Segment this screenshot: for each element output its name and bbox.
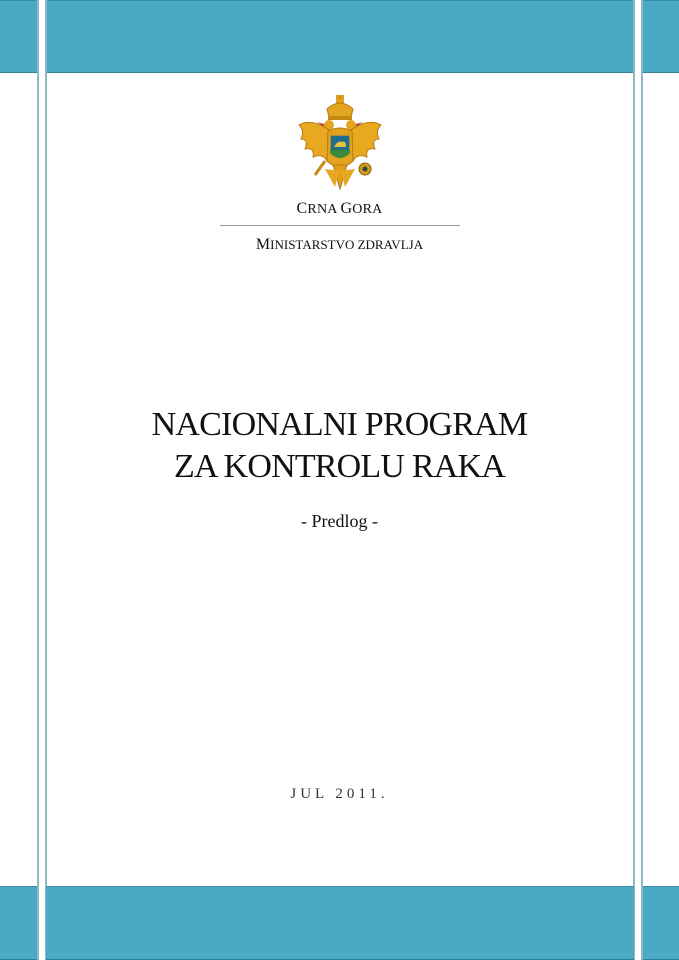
- bottom-band-center: [46, 886, 634, 960]
- ministry-rest: INISTARSTVO ZDRAVLJA: [270, 237, 424, 252]
- title-line-2: ZA KONTROLU RAKA: [174, 448, 505, 485]
- country-name: [0, 200, 679, 218]
- header-divider: [220, 225, 460, 226]
- title-line-1: NACIONALNI PROGRAM: [151, 406, 528, 443]
- bottom-band-right: [643, 886, 679, 960]
- ministry-name: [0, 236, 679, 254]
- ministry-initial: M: [255, 236, 271, 253]
- country-rest-2: ORA: [352, 202, 383, 217]
- top-band-center: [46, 0, 634, 73]
- country-initial-1: C: [296, 200, 308, 217]
- document-title: [0, 404, 679, 488]
- coat-of-arms-icon: [295, 95, 385, 193]
- bottom-band-left: [0, 886, 37, 960]
- document-subtitle: - Predlog -: [301, 511, 378, 531]
- top-band-right: [643, 0, 679, 73]
- country-rest-1: RNA: [307, 202, 337, 217]
- country-initial-2: G: [340, 200, 353, 217]
- top-band-left: [0, 0, 37, 73]
- document-date: JUL 2011.: [290, 786, 389, 802]
